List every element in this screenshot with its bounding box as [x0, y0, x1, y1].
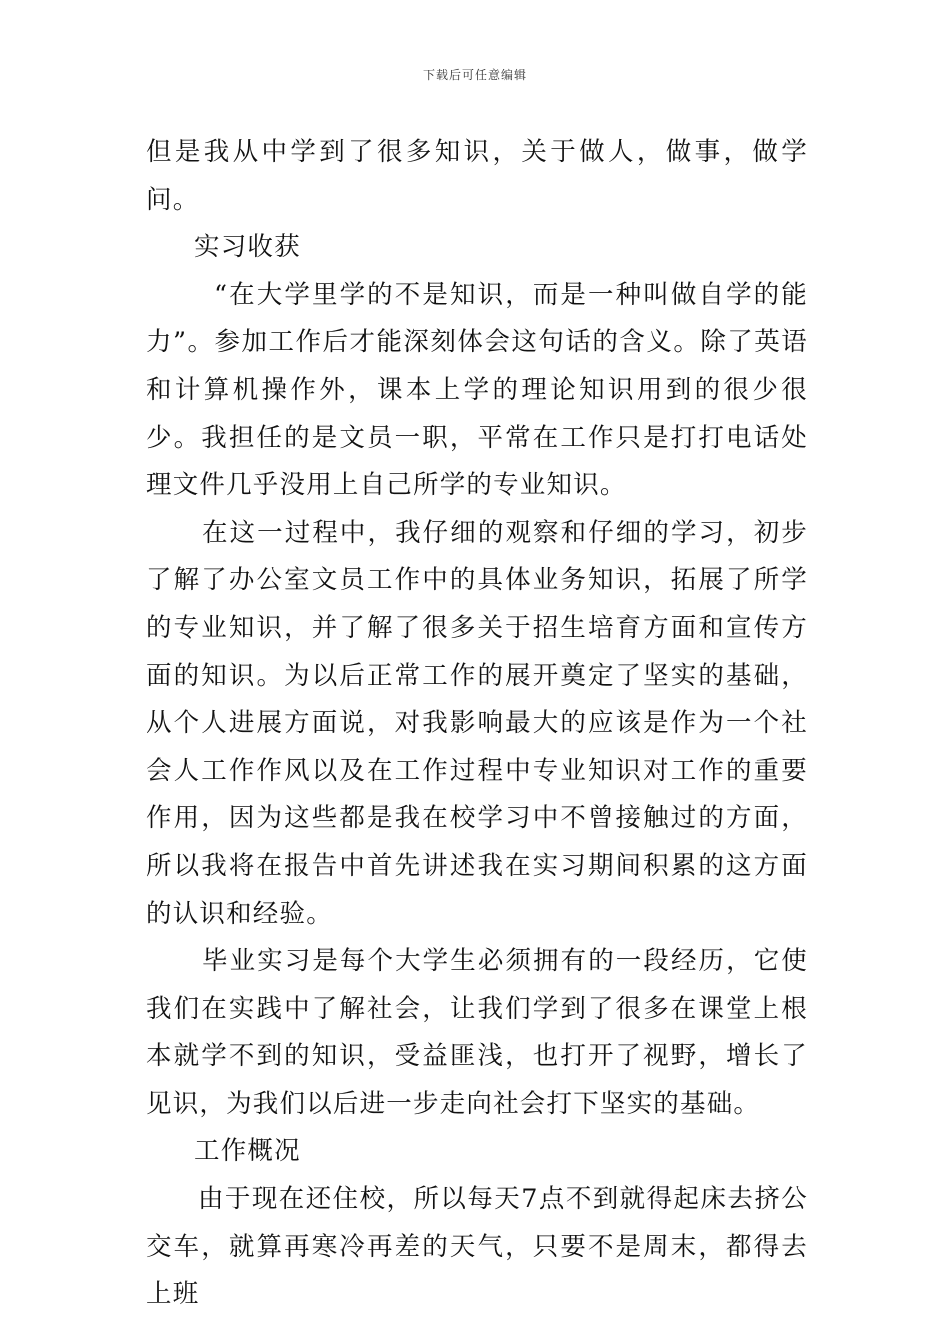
paragraph-process: 在这一过程中，我仔细的观察和仔细的学习，初步了解了办公室文员工作中的具体业务知识，拓展了所学的专业知识，并了解了很多关于招生培育方面和宣传方面的知识。为以后正常工作的展开奠定了坚实的基础，从个人进展方面说，对我影响最大的应该是作为一个社会人工作作风以及在工作过程中专业知识对工作的重要作用，因为这些都是我在校学习中不曾接触过的方面，所以我将在报告中首先讲述我在实习期间积累的这方面的认识和经验。 — [146, 517, 808, 929]
document-body — [146, 129, 808, 1319]
paragraph-continuation: 但是我从中学到了很多知识，关于做人，做事，做学问。 — [146, 137, 808, 215]
page-header-note: 下载后可任意编辑 — [422, 68, 527, 82]
paragraph-daily-routine: 由于现在还住校，所以每天7点不到就得起床去挤公交车，就算再寒冷再差的天气，只要不是周末，都得去上班 — [146, 1184, 808, 1310]
paragraph-graduation-internship: 毕业实习是每个大学生必须拥有的一段经历，它使我们在实践中了解社会，让我们学到了很多在课堂上根本就学不到的知识，受益匪浅，也打开了视野，增长了见识，为我们以后进一步走向社会打下坚实的基础。 — [146, 946, 808, 1119]
section-heading-overview: 工作概况 — [194, 1136, 301, 1167]
paragraph-quote: “在大学里学的不是知识，而是一种叫做自学的能力”。参加工作后才能深刻体会这句话的含义。除了英语和计算机操作外，课本上学的理论知识用到的很少很少。我担任的是文员一职，平常在工作只是打打电话处理文件几乎没用上自己所学的专业知识。 — [146, 279, 808, 501]
section-heading-harvest: 实习收获 — [194, 232, 301, 263]
